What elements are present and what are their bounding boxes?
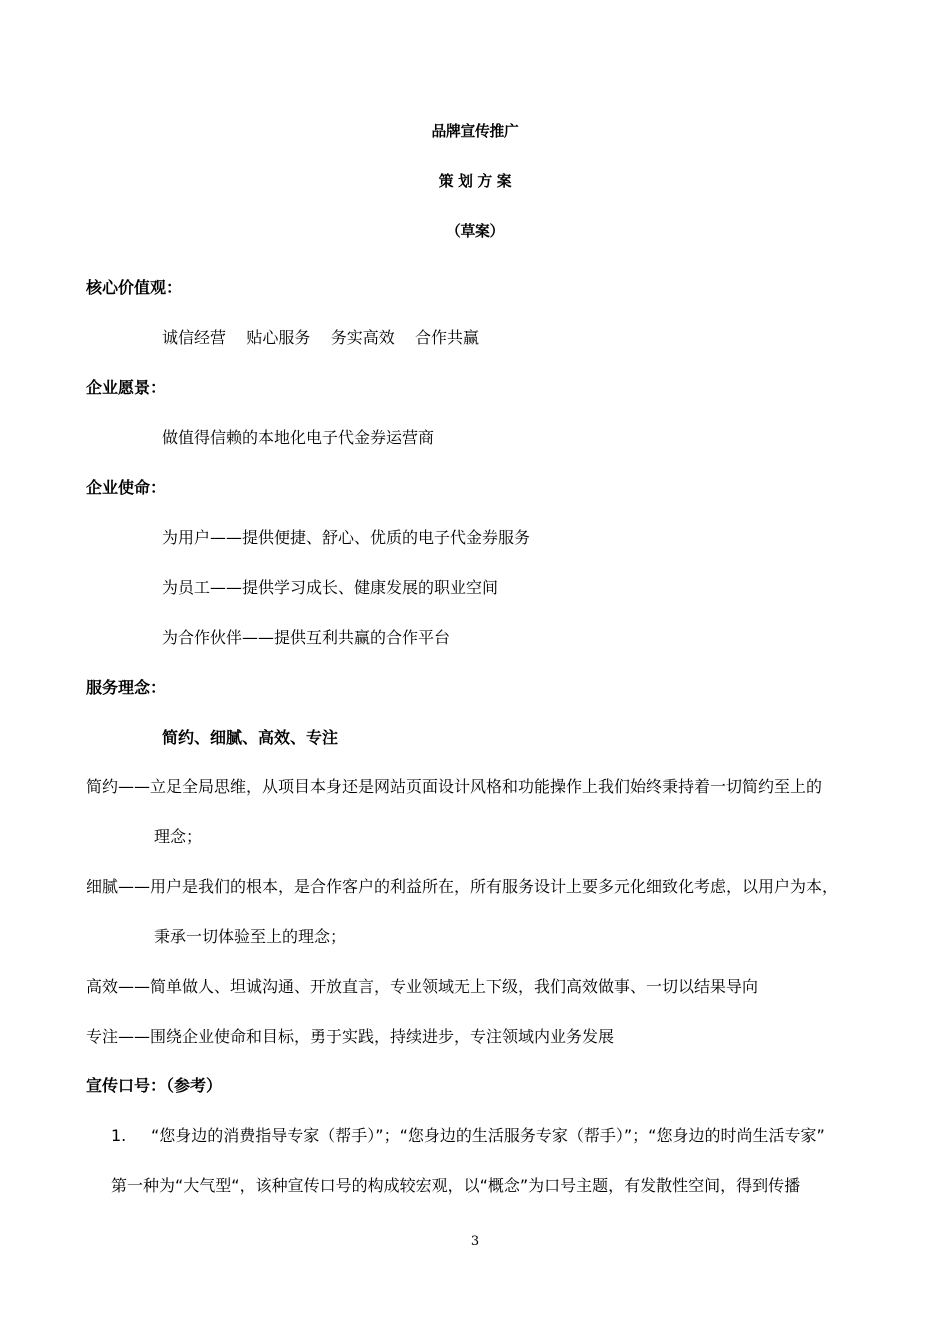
mission-item: 为员工——提供学习成长、健康发展的职业空间 [162,578,499,597]
mission-heading: 企业使命： [86,478,167,497]
title-line-2: 策 划 方 案 [438,173,512,190]
core-values-text: 诚信经营 贴心服务 务实高效 合作共赢 [162,328,480,347]
vision-text: 做值得信赖的本地化电子代金券运营商 [162,428,435,447]
vision-heading: 企业愿景： [86,378,167,397]
slogan-item-description: 第一种为“大气型“，该种宣传口号的构成较宏观，以“概念”为口号主题，有发散性空间，得到传播 [111,1176,801,1195]
slogan-heading: 宣传口号：（参考） [86,1076,223,1095]
service-subheading: 简约、细腻、高效、专注 [162,728,339,747]
title-line-1: 品牌宣传推广 [431,123,519,140]
slogan-item-number: 1. [111,1126,127,1145]
title-line-3: （草案） [446,223,504,240]
service-item-line: 简约——立足全局思维，从项目本身还是网站页面设计风格和功能操作上我们始终秉持着一切简约至上的 [86,777,823,796]
service-item-line: 高效——简单做人、坦诚沟通、开放直言，专业领域无上下级，我们高效做事、一切以结果导向 [86,977,759,996]
mission-item: 为合作伙伴——提供互利共赢的合作平台 [162,628,451,647]
slogan-item-text: “您身边的消费指导专家（帮手）”；“您身边的生活服务专家（帮手）”；“您身边的时尚生活专家” [151,1126,825,1145]
page-number: 3 [470,1234,480,1249]
service-item-line: 专注——围绕企业使命和目标，勇于实践，持续进步，专注领域内业务发展 [86,1027,615,1046]
service-item-continuation: 秉承一切体验至上的理念； [154,927,347,946]
mission-item: 为用户——提供便捷、舒心、优质的电子代金券服务 [162,528,531,547]
core-values-heading: 核心价值观： [86,278,183,297]
service-heading: 服务理念： [86,678,167,697]
service-item-line: 细腻——用户是我们的根本，是合作客户的利益所在，所有服务设计上要多元化细致化考虑，以用户为本， [86,877,839,896]
service-item-continuation: 理念； [154,827,203,846]
